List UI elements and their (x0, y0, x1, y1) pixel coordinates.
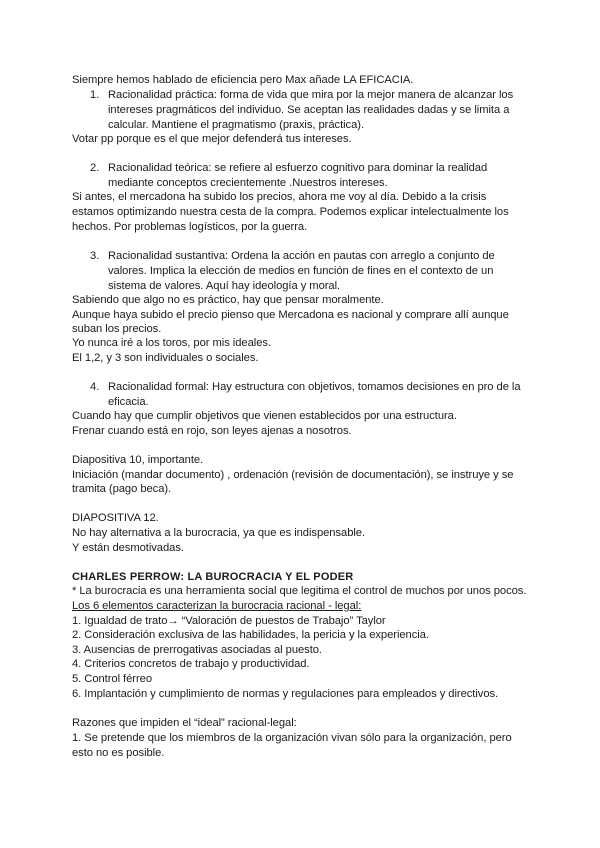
item-number-1: 1. (90, 89, 100, 101)
racionalidad-sustantiva-line: sistema de valores. Aquí hay ideología y moral. (108, 280, 341, 292)
perrow-subheading: Los 6 elementos caracterizan la burocracia racional - legal: (72, 600, 362, 612)
diapositiva10-line: Diapositiva 10, importante. (72, 454, 204, 466)
racionalidad-sustantiva-note: suban los precios. (72, 323, 162, 335)
perrow-element: 2. Consideración exclusiva de las habilidades, la pericia y la experiencia. (72, 629, 429, 641)
racionalidad-teorica-note: Si antes, el mercadona ha subido los precios, ahora me voy al día. Debido a la crisis (72, 191, 487, 203)
perrow-element: 3. Ausencias de prerrogativas asociadas al puesto. (72, 644, 322, 656)
razones-line: esto no es posible. (72, 747, 165, 759)
diapositiva12-line: Y están desmotivadas. (72, 542, 184, 554)
racionalidad-teorica-line: Racionalidad teórica: se refiere al esfuerzo cognitivo para dominar la realidad (108, 162, 488, 174)
racionalidad-sustantiva-note: Yo nunca iré a los toros, por mis ideales. (72, 337, 271, 349)
racionalidad-sustantiva-note: Sabiendo que algo no es práctico, hay que pensar moralmente. (72, 294, 384, 306)
racionalidad-formal-note: Cuando hay que cumplir objetivos que vienen establecidos por una estructura. (72, 410, 457, 422)
perrow-intro: * La burocracia es una herramienta social que legitima el control de muchos por unos pocos. (72, 585, 527, 597)
racionalidad-teorica-note: estamos optimizando nuestra cesta de la compra. Podemos explicar intelectualmente los (72, 206, 509, 218)
racionalidad-teorica-line: mediante conceptos crecientemente .Nuestros intereses. (108, 177, 388, 189)
racionalidad-sustantiva-line: Racionalidad sustantiva: Ordena la acción en pautas con arreglo a conjunto de (108, 250, 495, 262)
racionalidad-practica-note: Votar pp porque es el que mejor defenderá tus intereses. (72, 133, 352, 145)
diapositiva10-line: Iniciación (mandar documento) , ordenación (revisión de documentación), se instruye y se (72, 469, 514, 481)
perrow-heading: CHARLES PERROW: LA BUROCRACIA Y EL PODER (72, 571, 354, 583)
racionalidad-sustantiva-note: El 1,2, y 3 son individuales o sociales. (72, 352, 259, 364)
razones-heading: Razones que impiden el “ideal” racional-legal: (72, 717, 297, 729)
racionalidad-formal-line: Racionalidad formal: Hay estructura con objetivos, tomamos decisiones en pro de la (108, 381, 521, 393)
racionalidad-teorica-note: hechos. Por problemas logísticos, por la guerra. (72, 221, 308, 233)
racionalidad-sustantiva-line: valores. Implica la elección de medios en función de fines en el contexto de un (108, 265, 494, 277)
racionalidad-formal-note: Frenar cuando está en rojo, son leyes ajenas a nosotros. (72, 425, 352, 437)
racionalidad-formal-line: eficacia. (108, 396, 149, 408)
diapositiva10-line: tramita (pago beca). (72, 483, 172, 495)
item-number-3: 3. (90, 250, 100, 262)
razones-line: 1. Se pretende que los miembros de la organización vivan sólo para la organización, pero (72, 732, 512, 744)
racionalidad-practica-line: intereses pragmáticos del individuo. Se aceptan las realidades dadas y se limita a (108, 104, 510, 116)
intro-text: Siempre hemos hablado de eficiencia pero Max añade LA EFICACIA. (72, 74, 414, 86)
perrow-element: 6. Implantación y cumplimiento de normas y regulaciones para empleados y directivos. (72, 688, 499, 700)
item-number-4: 4. (90, 381, 100, 393)
perrow-element: 4. Criterios concretos de trabajo y productividad. (72, 658, 310, 670)
diapositiva12-line: DIAPOSITIVA 12. (72, 512, 159, 524)
diapositiva12-line: No hay alternativa a la burocracia, ya que es indispensable. (72, 527, 366, 539)
racionalidad-sustantiva-note: Aunque haya subido el precio pienso que Mercadona es nacional y comprare allí aunque (72, 309, 509, 321)
racionalidad-practica-line: calcular. Mantiene el pragmatismo (praxis, práctica). (108, 119, 365, 131)
item-number-2: 2. (90, 162, 100, 174)
perrow-element: 1. Igualdad de trato→ “Valoración de puestos de Trabajo” Taylor (72, 615, 386, 627)
racionalidad-practica-line: Racionalidad práctica: forma de vida que mira por la mejor manera de alcanzar los (108, 89, 514, 101)
perrow-element: 5. Control férreo (72, 673, 152, 685)
